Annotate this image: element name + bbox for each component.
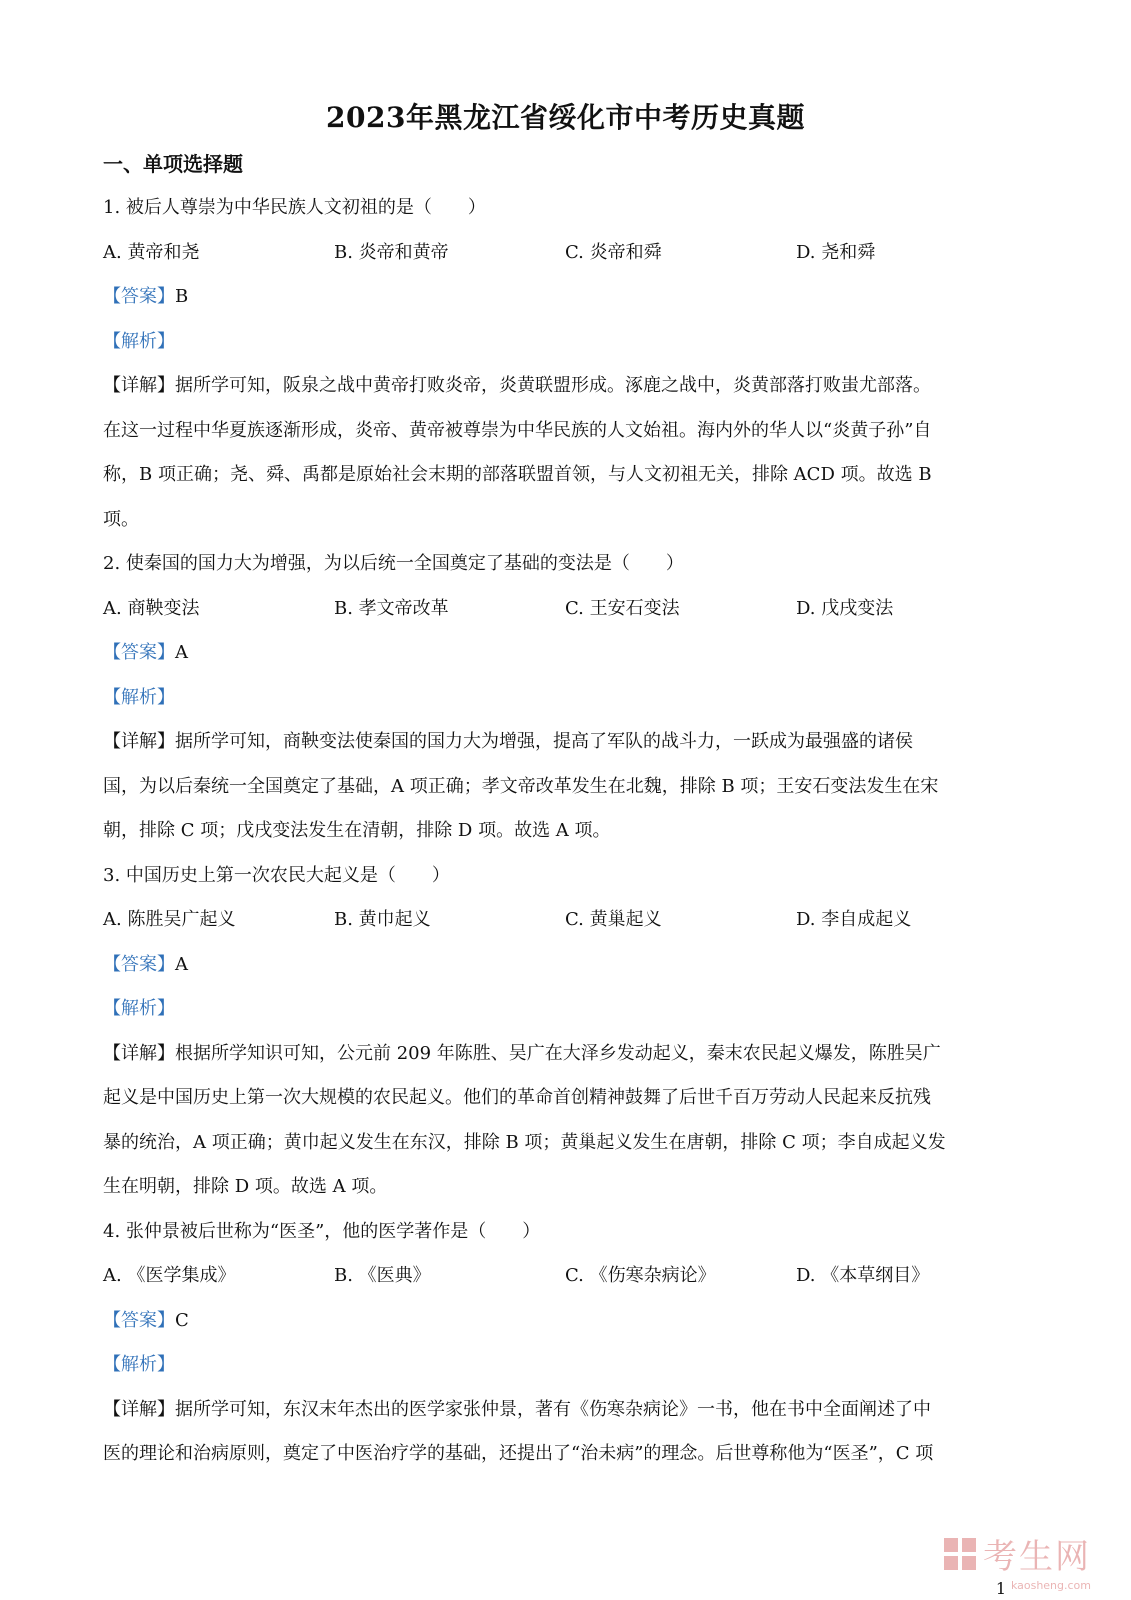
detail-line: 项。	[103, 508, 139, 530]
analysis-tag: 【解析】	[103, 686, 175, 708]
detail-tag: 【详解】	[103, 375, 175, 396]
option-row	[103, 1254, 1033, 1299]
detail-line: 起义是中国历史上第一次大规模的农民起义。他们的革命首创精神鼓舞了后世千百万劳动人民起来反抗残	[103, 1087, 931, 1108]
question-stem: 4. 张仲景被后世称为“医圣”，他的医学著作是（ ）	[103, 1220, 541, 1242]
detail-line: 国，为以后秦统一全国奠定了基础，A 项正确；孝文帝改革发生在北魏，排除 B 项；王安石变法发生在宋	[103, 775, 939, 797]
option-row	[103, 231, 1033, 276]
detail-paragraph	[103, 364, 1033, 542]
option-d: D. 戊戌变法	[796, 597, 894, 619]
detail-paragraph	[103, 1388, 1033, 1477]
answer-line	[103, 275, 1033, 320]
detail-paragraph	[103, 1032, 1033, 1210]
answer-tag: 【答案】	[103, 642, 175, 663]
question-stem: 2. 使秦国的国力大为增强，为以后统一全国奠定了基础的变法是（ ）	[103, 553, 684, 574]
analysis-tag: 【解析】	[103, 1354, 175, 1375]
analysis-tag: 【解析】	[103, 330, 175, 352]
detail-tag: 【详解】	[103, 1398, 175, 1420]
option-c: C. 炎帝和舜	[565, 241, 662, 263]
detail-line: 据所学可知，阪泉之战中黄帝打败炎帝，炎黄联盟形成。涿鹿之战中，炎黄部落打败蚩尤部落。	[175, 375, 931, 396]
answer-value: C	[175, 1309, 189, 1331]
detail-paragraph	[103, 720, 1033, 854]
option-b: B. 孝文帝改革	[334, 597, 449, 619]
answer-line	[103, 1299, 1033, 1344]
page-number: 1	[995, 1579, 1006, 1598]
option-d: D. 《本草纲目》	[796, 1265, 930, 1286]
detail-tag: 【详解】	[103, 731, 175, 752]
section-title: 一、单项选择题	[103, 152, 243, 176]
option-d: D. 尧和舜	[796, 241, 876, 263]
detail-line: 暴的统治，A 项正确；黄巾起义发生在东汉，排除 B 项；黄巢起义发生在唐朝，排除 C 项；李自成起义发	[103, 1131, 946, 1153]
option-b: B. 炎帝和黄帝	[334, 241, 449, 263]
answer-line	[103, 631, 1033, 676]
option-row	[103, 898, 1033, 943]
page-title: 2023年黑龙江省绥化市中考历史真题	[326, 101, 805, 134]
answer-value: B	[175, 286, 189, 307]
detail-line: 在这一过程中华夏族逐渐形成，炎帝、黄帝被尊崇为中华民族的人文始祖。海内外的华人以“炎黄子孙”自	[103, 419, 932, 441]
kaosheng-logo-icon	[943, 1537, 977, 1571]
answer-value: A	[175, 953, 188, 975]
answer-tag: 【答案】	[103, 953, 175, 975]
question-stem: 3. 中国历史上第一次农民大起义是（ ）	[103, 864, 450, 886]
question-list	[103, 186, 1033, 1477]
detail-line: 据所学可知，商鞅变法使秦国的国力大为增强，提高了军队的战斗力，一跃成为最强盛的诸侯	[175, 731, 913, 752]
question-stem: 1. 被后人尊崇为中华民族人文初祖的是（ ）	[103, 197, 486, 218]
option-b: B. 《医典》	[334, 1265, 431, 1286]
option-row	[103, 587, 1033, 632]
detail-line: 生在明朝，排除 D 项。故选 A 项。	[103, 1176, 388, 1197]
detail-tag: 【详解】	[103, 1042, 175, 1064]
option-c: C. 《伤寒杂病论》	[565, 1265, 716, 1286]
answer-tag: 【答案】	[103, 286, 175, 307]
logo-url: kaosheng.com	[1010, 1579, 1091, 1592]
detail-line: 根据所学知识可知，公元前 209 年陈胜、吴广在大泽乡发动起义，秦末农民起义爆发，陈胜吴广	[175, 1042, 941, 1064]
option-c: C. 王安石变法	[565, 597, 680, 619]
option-b: B. 黄巾起义	[334, 909, 431, 930]
answer-line	[103, 943, 1033, 988]
option-c: C. 黄巢起义	[565, 909, 662, 930]
option-a: A. 《医学集成》	[103, 1265, 236, 1286]
detail-line: 称，B 项正确；尧、舜、禹都是原始社会末期的部落联盟首领，与人文初祖无关，排除 ACD 项。故选 B	[103, 464, 932, 485]
option-a: A. 黄帝和尧	[103, 241, 200, 263]
option-d: D. 李自成起义	[796, 909, 912, 930]
option-a: A. 陈胜吴广起义	[103, 909, 236, 930]
detail-line: 医的理论和治病原则，奠定了中医治疗学的基础，还提出了“治未病”的理念。后世尊称他为“医圣”，C 项	[103, 1443, 934, 1464]
answer-value: A	[175, 642, 188, 663]
watermark-logo	[943, 1529, 1091, 1592]
answer-tag: 【答案】	[103, 1309, 175, 1331]
logo-text: 考生网	[983, 1537, 1091, 1577]
detail-line: 朝，排除 C 项；戊戌变法发生在清朝，排除 D 项。故选 A 项。	[103, 820, 611, 841]
option-a: A. 商鞅变法	[103, 597, 200, 619]
detail-line: 据所学可知，东汉末年杰出的医学家张仲景，著有《伤寒杂病论》一书，他在书中全面阐述了中	[175, 1398, 931, 1420]
analysis-tag: 【解析】	[103, 998, 175, 1019]
